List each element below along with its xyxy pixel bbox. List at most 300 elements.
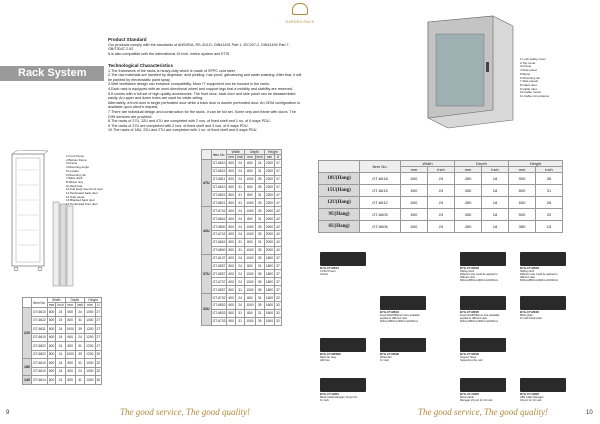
accessory-image — [320, 338, 366, 352]
table-cell: GT-6842 — [212, 216, 226, 221]
table-cell: 39 — [255, 317, 264, 325]
part-label: 14.Perforated front door — [66, 202, 98, 207]
table-cell: GT-6137 — [212, 256, 226, 261]
table-cell: 32 — [276, 295, 280, 300]
table-row — [202, 231, 282, 239]
table-cell: 600 — [245, 183, 255, 191]
tech-line: 8.The racks of 27U, 32U and 47U are completed with 2 nos. of fixed shelf and 1 no. of 6 ways PDU. — [108, 119, 271, 124]
table-cell: 600 — [228, 216, 234, 221]
table-cell: GT-6610 — [212, 185, 226, 190]
accessory-desc: 600mm/800mm/900mm/1000mm — [380, 320, 419, 323]
table-cell: 800 — [245, 294, 255, 302]
table-cell: 800 — [65, 342, 75, 351]
unit-header: mm — [509, 167, 536, 173]
table-cell: 1000 — [246, 256, 254, 261]
group-label: 47U — [202, 160, 212, 207]
standard-line: Our products comply with the standards of ANSI/EIA, RS-310-D, DIN41491 Part 1, IEC297-2, DIN41494 Part 7, GB/T3047.2-92. — [108, 42, 290, 52]
accessory-desc: 600mm/800mm/900mm/1000mm — [460, 279, 499, 282]
footer-slogan-right: The good service, The good quality! — [418, 407, 548, 417]
table-cell: 31 — [235, 191, 244, 199]
table-cell: 800 — [245, 167, 255, 175]
part-label: 1.Front frame — [66, 154, 85, 158]
table-cell: 31 — [75, 359, 84, 368]
accessory-code: BYG-CT-MK05 — [460, 310, 479, 314]
table-cell: GT-6610 — [32, 333, 48, 342]
accessory-desc: applied to different rack — [460, 317, 487, 320]
accessory-image — [380, 338, 426, 352]
table-cell: 31 — [255, 262, 264, 270]
tech-line: 2.The raw materials are handled by degrease, acid pickling, rust-proof, galvanizing and water washing. After that, it will be painted by electrostatic paint spray. — [108, 73, 302, 82]
accessory-item — [380, 338, 438, 362]
table-cell: 600 — [509, 197, 536, 209]
table-cell: 1600 — [265, 311, 274, 316]
table-cell: 42 — [276, 208, 280, 213]
table-cell: 1000 — [85, 376, 95, 385]
table-cell: 47 — [276, 193, 280, 197]
table-cell: 600 — [65, 308, 75, 317]
table-cell: 2000 — [265, 240, 274, 245]
table-cell: 1600 — [265, 303, 274, 308]
accessory-item — [520, 378, 578, 402]
accessory-desc: Sliding shelf — [520, 270, 534, 273]
table-cell: 1000 — [85, 316, 95, 325]
table-cell: 24 — [56, 359, 65, 368]
table-row — [202, 175, 282, 183]
table-row — [23, 342, 102, 351]
accessory-desc: Metal Cable — [460, 396, 474, 399]
table-cell: 600 — [228, 232, 234, 237]
table-cell: 31 — [255, 191, 264, 199]
unit-header: Inch — [76, 303, 84, 307]
column-header: Height — [85, 298, 102, 303]
table-cell: 47 — [276, 169, 280, 174]
table-cell: 2000 — [265, 216, 274, 221]
table-cell: 600 — [228, 295, 234, 300]
accessory-desc: applied to different rack — [380, 317, 407, 320]
accessory-desc: different rack — [520, 276, 535, 279]
table-cell: 24 — [235, 223, 244, 231]
table-cell: 18 — [482, 185, 509, 197]
accessory-desc: Different size could be applied to — [460, 273, 498, 276]
table-cell: 450 — [455, 185, 482, 197]
accessory-desc: Supporting the rack — [460, 359, 483, 362]
page-number-right: 10 — [586, 410, 593, 416]
table-cell: 800 — [245, 215, 255, 223]
table-cell: 39 — [255, 270, 264, 278]
table-cell: 24 — [235, 215, 244, 223]
accessory-image — [320, 378, 366, 392]
table-cell: 2200 — [265, 161, 274, 166]
table-cell: GT-6622 — [32, 316, 48, 325]
table-cell: 1000 — [246, 224, 254, 229]
accessory-item — [460, 378, 518, 402]
column-header: Height — [509, 161, 563, 167]
table-cell: 800 — [228, 240, 234, 245]
table-cell: 39 — [255, 223, 264, 231]
table-cell: 42 — [276, 240, 280, 245]
table-cell: 800 — [47, 350, 56, 359]
table-cell: GT-6832 — [212, 303, 226, 308]
accessory-desc: Socket — [320, 273, 328, 276]
accessory-desc: 1U rack — [380, 359, 389, 362]
group-header — [202, 150, 212, 160]
table-row — [23, 325, 102, 334]
tech-heading: Technological Characteristics — [108, 63, 174, 68]
part-label: 7.Side panels — [520, 79, 539, 84]
table-cell: 800 — [228, 287, 234, 292]
column-header: Depth — [65, 298, 85, 303]
table-cell: GT-6614 — [32, 376, 48, 385]
table-cell: 2000 — [265, 248, 274, 253]
table-cell: 37 — [276, 279, 280, 284]
unit-header: Inch — [428, 167, 455, 173]
accessory-desc: 600mm/800mm/900mm/1000mm — [520, 279, 559, 282]
table-row — [319, 221, 563, 233]
table-cell: GT-6837 — [212, 271, 226, 276]
accessory-code: BYG-CT-MK01 — [320, 266, 339, 270]
row-header: 9U(Hang) — [319, 209, 360, 221]
group-label: 32U — [202, 294, 212, 326]
accessory-desc: 19 port for 1U rack — [520, 399, 542, 402]
column-header: Height — [264, 150, 281, 155]
part-label: 7.Back shelf — [66, 176, 83, 181]
table-cell: 32 — [276, 303, 280, 308]
accessory-item — [460, 338, 518, 362]
column-header: Depth — [455, 161, 509, 167]
table-cell: 800 — [509, 185, 536, 197]
table-cell: GT-6732 — [212, 295, 226, 300]
table-cell: 2000 — [265, 224, 274, 229]
part-label: 4.Mounting angle — [66, 165, 90, 170]
section-banner — [0, 66, 104, 81]
table-cell: 32 — [95, 359, 102, 368]
table-cell: 27 — [95, 342, 102, 351]
table-cell: GT-6822 — [212, 193, 226, 197]
table-cell: 2200 — [265, 200, 274, 205]
table-cell: 1200 — [85, 350, 95, 359]
table-cell: 600 — [401, 173, 428, 185]
table-row — [202, 309, 282, 317]
table-cell: 31 — [235, 286, 244, 294]
table-cell: 1000 — [246, 303, 254, 308]
table-row — [202, 223, 282, 231]
row-header: 15U(Hang) — [319, 185, 360, 197]
door-panels-drawing — [52, 200, 74, 290]
table-cell: 1000 — [246, 200, 254, 205]
table-cell: 30 — [95, 376, 102, 385]
table-cell: 800 — [65, 359, 75, 368]
table-cell: GT-6615 — [360, 185, 401, 197]
table-cell: 600 — [401, 185, 428, 197]
table-cell: 1600 — [265, 295, 274, 300]
door-panels-svg — [52, 200, 74, 290]
accessory-desc: Wheel fan — [380, 356, 392, 359]
table-cell: GT-6610 — [32, 308, 48, 317]
tech-line: 10.The racks of 18U, 22U and 27U are completed with 1 no. of fixed shelf and 6 ways PDU. — [108, 128, 258, 133]
table-cell: GT-6822 — [32, 350, 48, 359]
accessory-code: BYG-CT-MK06 — [520, 310, 539, 314]
table-cell: 35 — [536, 173, 563, 185]
table-row — [202, 246, 282, 254]
group-label: 140 — [23, 376, 32, 385]
unit-header: mm — [245, 155, 255, 160]
spec-table-mid-grid — [201, 149, 282, 326]
table-cell: 1000 — [65, 350, 75, 359]
table-cell: 600 — [47, 333, 56, 342]
column-header: Item No. — [211, 150, 227, 160]
table-cell: 600 — [228, 256, 234, 261]
part-label: 9.Cable inlet — [520, 86, 537, 91]
table-cell: 31 — [56, 350, 65, 359]
table-cell: 600 — [401, 221, 428, 233]
table-cell: 1000 — [246, 271, 254, 276]
table-cell: 32 — [95, 350, 102, 359]
accessory-desc: Manager 24 port for 1U rack — [460, 399, 493, 402]
table-cell: 24 — [235, 231, 244, 239]
accessory-code: BYG-CT-MK04 — [380, 310, 399, 314]
accessory-code: BYG-CT-CM02 — [460, 392, 479, 396]
unit-header: U — [275, 155, 282, 160]
table-cell: 600 — [47, 308, 56, 317]
unit-header: mm — [85, 303, 95, 308]
accessory-item — [320, 252, 378, 276]
table-cell: 24 — [255, 160, 264, 168]
table-cell: 31 — [255, 215, 264, 223]
part-label: 10.Cable mount — [520, 90, 542, 95]
unit-header: Inch — [236, 155, 244, 159]
group-label: 42U — [202, 207, 212, 254]
table-cell: 39 — [255, 199, 264, 207]
group-label: 220 — [23, 308, 32, 359]
column-header: Width — [401, 161, 455, 167]
product-standard — [108, 38, 300, 56]
table-cell: 31 — [235, 309, 244, 317]
table-cell: 2200 — [265, 177, 274, 182]
tech-characteristics — [108, 64, 302, 133]
standard-line: It is also compatible with the international 19 inch, metric system and ETSI. — [108, 51, 231, 56]
accessory-desc: Fixed shelf/Different size available — [460, 314, 500, 317]
accessory-image — [320, 252, 366, 266]
table-cell: 1000 — [246, 208, 254, 213]
table-row — [202, 238, 282, 246]
table-row — [202, 183, 282, 191]
table-cell: 1000 — [246, 319, 254, 324]
part-label: 5.Leveller — [66, 168, 80, 173]
table-cell: GT-6610 — [32, 367, 48, 376]
table-cell: 1800 — [265, 279, 274, 284]
table-row — [202, 278, 282, 286]
table-cell: 24 — [235, 254, 244, 262]
table-row — [202, 317, 282, 325]
table-cell: 31 — [75, 376, 84, 385]
table-row — [202, 254, 282, 262]
tech-line: Alternately, a front door is single perforated door while a back door is double perforated door. An ODM configuration is available upon client's request. — [108, 100, 300, 110]
accessory-item — [380, 296, 438, 323]
table-cell: 31 — [235, 317, 244, 325]
accessory-image — [520, 378, 566, 392]
table-cell: 600 — [47, 359, 56, 368]
accessory-desc: Fixed Shelf/Different size available — [380, 314, 420, 317]
wall-cabinet-svg — [408, 12, 518, 130]
accessory-desc: 2&3 Fan — [320, 359, 330, 362]
table-cell: 1800 — [265, 256, 274, 261]
table-cell: 18 — [482, 197, 509, 209]
column-header: Width — [227, 150, 245, 155]
table-cell: 42 — [276, 248, 280, 253]
part-label: 12.Side panel — [66, 194, 85, 199]
unit-header: Inch — [536, 167, 563, 173]
accessory-image — [520, 296, 566, 310]
table-cell: 1000 — [246, 248, 254, 253]
rack-exploded-drawing — [8, 150, 48, 272]
part-label: 2.Bottom frame — [66, 157, 87, 162]
accessory-desc: Rack fan assy — [320, 356, 337, 359]
table-cell: 24 — [75, 333, 84, 342]
table-cell: 37 — [276, 264, 280, 269]
accessory-desc: 1U rack — [320, 399, 329, 402]
spec-table-right — [318, 160, 563, 233]
table-cell: 37 — [276, 271, 280, 276]
table-cell: 32 — [276, 319, 280, 324]
unit-header: mm — [228, 155, 234, 159]
unit-header: Inch — [482, 167, 509, 173]
accessory-item — [520, 296, 578, 320]
accessory-desc: Blank plate — [520, 314, 533, 317]
accessory-desc: Different size could be applied to — [520, 273, 558, 276]
table-cell: 39 — [255, 231, 264, 239]
table-cell: 27 — [95, 308, 102, 317]
accessory-code: BYG-CT-MK09 — [460, 352, 479, 356]
parts-list-left — [66, 155, 108, 207]
accessory-item — [460, 296, 518, 323]
table-cell: 24 — [235, 302, 244, 310]
table-cell: 1000 — [85, 367, 95, 376]
table-cell: 600 — [47, 376, 56, 385]
table-cell: 24 — [56, 367, 65, 376]
row-header: 12U(Hang) — [319, 197, 360, 209]
table-cell: 600 — [245, 160, 255, 168]
table-cell: 42 — [276, 224, 280, 229]
accessory-item — [460, 252, 518, 282]
accessory-image — [380, 296, 426, 310]
table-cell: 600 — [47, 342, 56, 351]
table-row — [23, 308, 102, 317]
table-cell: GT-6800 — [212, 224, 226, 229]
banner-title: Rack System — [18, 67, 87, 79]
table-row — [23, 316, 102, 325]
parts-list-right — [520, 58, 598, 99]
unit-header: mm — [48, 303, 55, 307]
table-cell: 450 — [455, 209, 482, 221]
spec-table-left — [22, 297, 102, 385]
table-cell: 39 — [255, 175, 264, 183]
tech-line: 3.Well ventilation design can enhance compatibility. More IT equipment can be housed in the racks. — [108, 82, 270, 87]
part-label: 8.Wheel ring — [66, 179, 83, 184]
accessory-code: BYG-CT-MK08 — [380, 352, 399, 356]
table-cell: 600 — [228, 161, 234, 166]
table-row — [202, 286, 282, 294]
table-cell: 24 — [235, 175, 244, 183]
logo-emblem-icon — [292, 3, 308, 15]
table-row — [202, 270, 282, 278]
table-cell: 600 — [228, 169, 234, 174]
tech-line: 5.It comes with a full set of high quality accessories. The front door, back door and side panel can be disassembled easily. An upper and down holes are used for cable-wiring. — [108, 91, 296, 101]
table-cell: 39 — [255, 254, 264, 262]
table-cell: 800 — [228, 264, 234, 269]
tech-line: 9.The racks of 37U are completed with 2 nos. of fixed shelf and 3 nos. of 6 ways PDU. — [108, 123, 249, 128]
row-header: 18U(Hang) — [319, 173, 360, 185]
part-label: 3.Frame — [520, 64, 532, 69]
table-cell: GT-6800 — [212, 248, 226, 253]
table-row — [23, 376, 102, 385]
table-cell: 600 — [228, 208, 234, 213]
spec-table-left-grid — [22, 297, 102, 385]
table-cell: GT-6837 — [212, 264, 226, 269]
table-cell: 800 — [228, 193, 234, 197]
table-cell: 1000 — [85, 308, 95, 317]
accessory-code: BYG-CT-MPR02 — [320, 352, 341, 356]
column-header: Item No. — [360, 161, 401, 173]
part-label: 5.Bezel — [520, 71, 531, 76]
table-cell: 26 — [536, 197, 563, 209]
table-cell: 24 — [235, 262, 244, 270]
table-cell: 600 — [401, 209, 428, 221]
table-cell: GT-6612 — [360, 197, 401, 209]
tech-line: 1.The framework of the racks is heavy-duty which is made of SPPC cold steel. — [108, 68, 236, 73]
accessory-code: BYG-CT-CM01 — [320, 392, 339, 396]
table-cell: 24 — [56, 316, 65, 325]
table-cell: 31 — [536, 185, 563, 197]
table-cell: 18 — [482, 209, 509, 221]
accessory-code: BYG-CT-MK03 — [520, 266, 539, 270]
table-cell: 1800 — [265, 271, 274, 276]
table-cell: GT-6811 — [212, 177, 226, 182]
table-cell: 24 — [235, 167, 244, 175]
group-header — [23, 298, 32, 308]
table-cell: 800 — [228, 224, 234, 229]
table-cell: 31 — [235, 183, 244, 191]
part-label: 4.Side panel — [520, 68, 537, 73]
table-row — [23, 367, 102, 376]
table-cell: 39 — [255, 302, 264, 310]
accessory-desc: 600mm/800mm/900mm/1000mm — [460, 320, 499, 323]
table-cell: 24 — [428, 221, 455, 233]
part-label: 2.Top cover — [520, 60, 536, 65]
table-cell: 42 — [276, 232, 280, 237]
table-cell: 39 — [255, 278, 264, 286]
rack-drawing-svg — [8, 150, 48, 272]
unit-header: mm — [65, 303, 75, 308]
table-cell: 24 — [235, 270, 244, 278]
table-cell: GT-6606 — [360, 221, 401, 233]
accessory-image — [460, 338, 506, 352]
part-label: 13.Blanked back door — [66, 198, 96, 203]
table-cell: GT-6837 — [212, 287, 226, 292]
table-cell: 800 — [65, 376, 75, 385]
part-label: 8.Glass door — [520, 82, 538, 87]
table-cell: 27 — [95, 316, 102, 325]
standard-heading: Product Standard — [108, 37, 147, 42]
table-cell: 2200 — [265, 185, 274, 190]
table-cell: 2200 — [265, 193, 274, 197]
unit-header: mm — [264, 155, 274, 160]
table-cell: 1200 — [85, 325, 95, 334]
table-cell: 600 — [47, 316, 56, 325]
table-cell: GT-6609 — [360, 209, 401, 221]
table-cell: 24 — [235, 207, 244, 215]
part-label: 6.Mounting rail — [520, 75, 540, 80]
table-row — [23, 350, 102, 359]
